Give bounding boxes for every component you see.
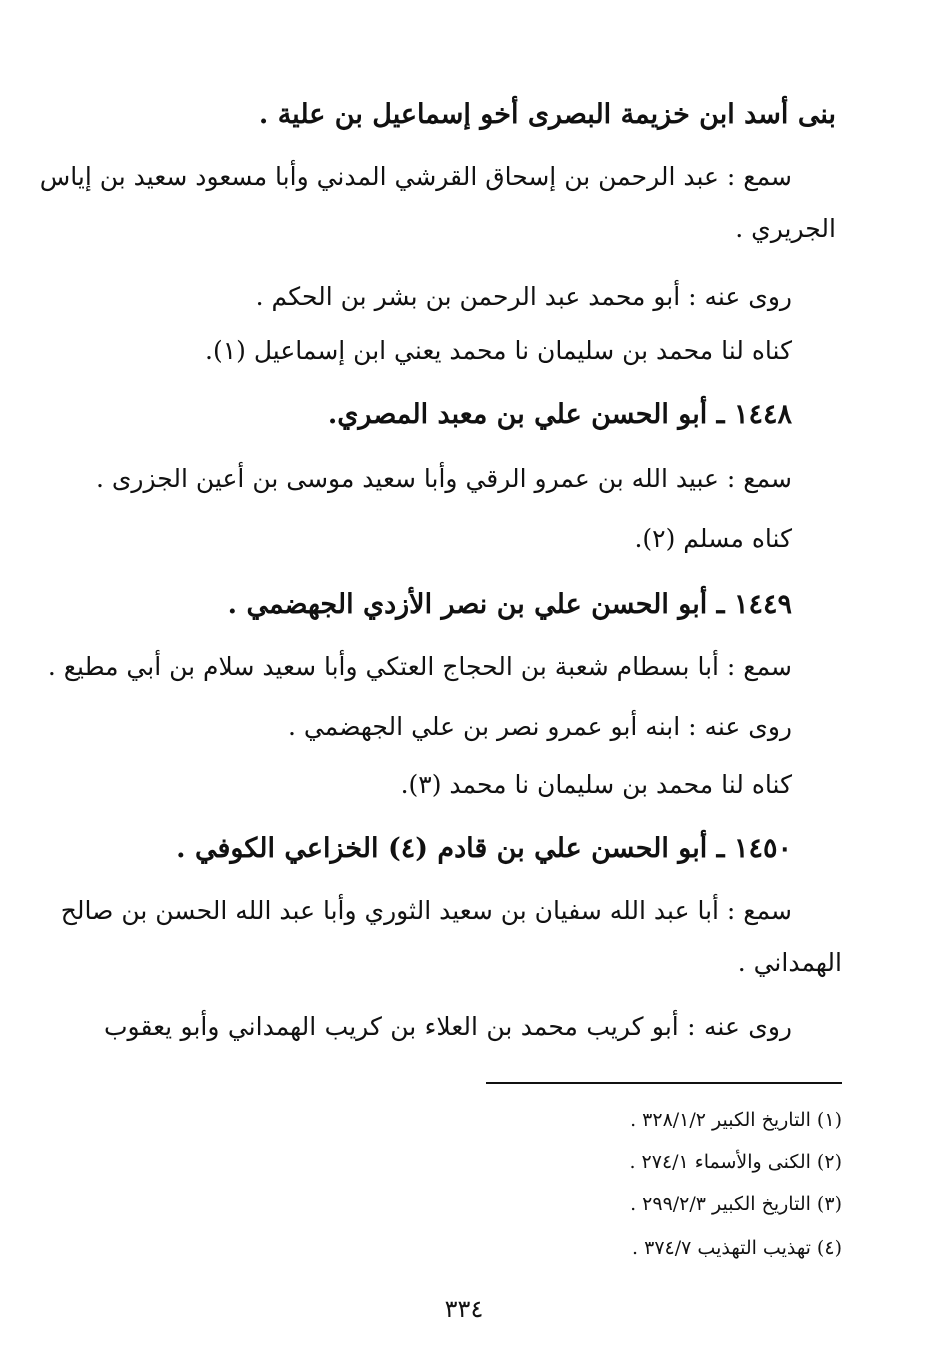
heard-from-line: سمع : أبا بسطام شعبة بن الحجاج العتكي وأبا سعيد سلام بن أبي مطيع .	[47, 652, 792, 681]
footnote-3: (٣) التاريخ الكبير ٢٩٩/٢/٣ .	[630, 1193, 842, 1215]
footnote-4: (٤) تهذيب التهذيب ٣٧٤/٧ .	[632, 1237, 842, 1259]
heard-from-line: سمع : عبيد الله بن عمرو الرقي وأبا سعيد موسى بن أعين الجزرى .	[95, 464, 792, 493]
kunya-line: كناه مسلم (٢).	[634, 524, 792, 553]
narrated-by-line: روى عنه : أبو محمد عبد الرحمن بن بشر بن الحكم .	[255, 282, 792, 311]
narrated-by-line: روى عنه : ابنه أبو عمرو نصر بن علي الجهضمي .	[288, 712, 792, 741]
heard-from-line: سمع : أبا عبد الله سفيان بن سعيد الثوري وأبا عبد الله الحسن بن صالح	[60, 896, 792, 925]
entry-heading-1448: ١٤٤٨ ـ أبو الحسن علي بن معبد المصري.	[327, 399, 792, 430]
kunya-line: كناه لنا محمد بن سليمان نا محمد يعني ابن إسماعيل (١).	[205, 336, 792, 365]
entry-heading-1450: ١٤٥٠ ـ أبو الحسن علي بن قادم (٤) الخزاعي الكوفي .	[176, 833, 792, 864]
footnote-1: (١) التاريخ الكبير ٣٢٨/١/٢ .	[630, 1109, 842, 1131]
entry-heading-1449: ١٤٤٩ ـ أبو الحسن علي بن نصر الأزدي الجهضمي .	[227, 589, 792, 620]
narrated-by-line: روى عنه : أبو كريب محمد بن العلاء بن كريب الهمداني وأبو يعقوب	[104, 1012, 792, 1041]
footnote-divider	[486, 1082, 842, 1084]
entry-continuation-line: بنى أسد ابن خزيمة البصرى أخو إسماعيل بن علية .	[258, 99, 836, 130]
heard-from-line-cont: الهمداني .	[737, 948, 842, 977]
kunya-line: كناه لنا محمد بن سليمان نا محمد (٣).	[400, 770, 792, 799]
heard-from-line: سمع : عبد الرحمن بن إسحاق القرشي المدني وأبا مسعود سعيد بن إياس	[39, 162, 792, 191]
page-number: ٣٣٤	[444, 1295, 484, 1323]
heard-from-line-cont: الجريري .	[735, 214, 836, 243]
footnote-2: (٢) الكنى والأسماء ٢٧٤/١ .	[629, 1151, 842, 1173]
